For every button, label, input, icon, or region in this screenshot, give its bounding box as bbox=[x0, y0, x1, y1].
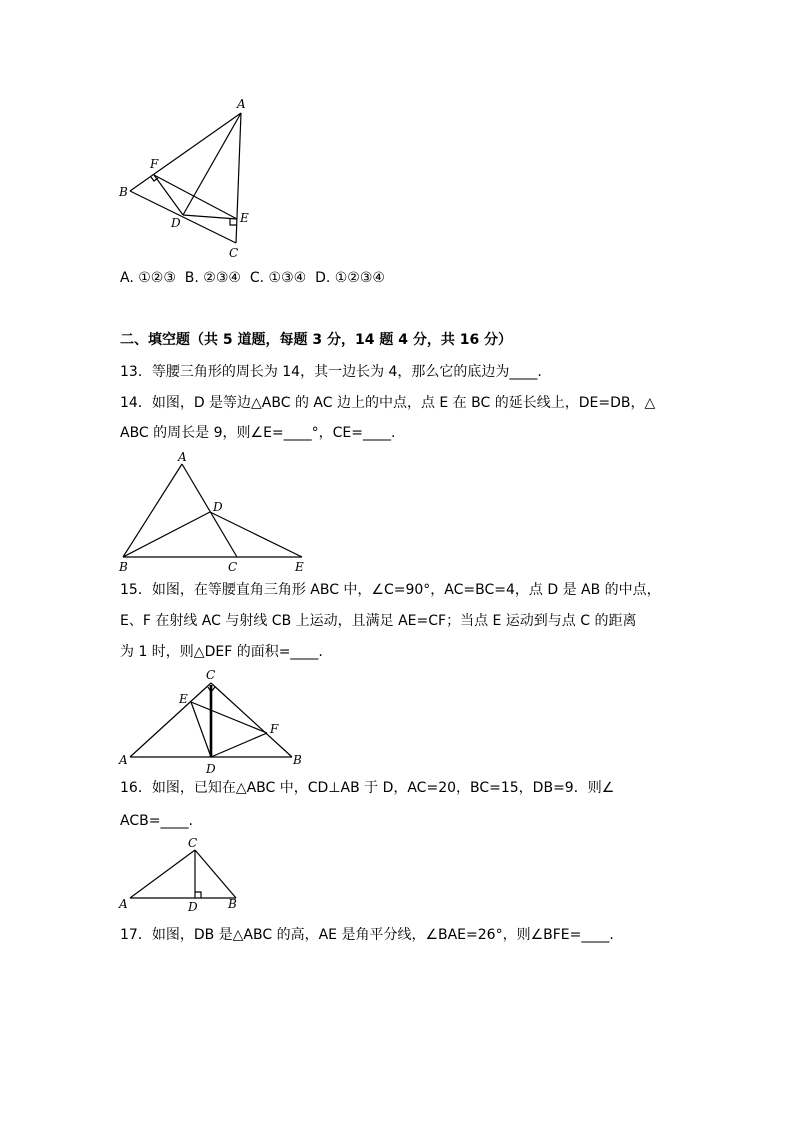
label-a: A bbox=[119, 897, 128, 911]
section-2-heading: 二、填空题（共 5 道题，每题 3 分，14 题 4 分，共 16 分） bbox=[120, 332, 513, 348]
segment-ac bbox=[130, 850, 195, 898]
figure-15 bbox=[110, 665, 320, 777]
label-d: D bbox=[171, 216, 181, 230]
label-d: D bbox=[206, 762, 216, 776]
segment-bd bbox=[123, 512, 210, 557]
label-f: F bbox=[270, 722, 279, 736]
segment-fe bbox=[154, 175, 237, 219]
segment-fd bbox=[154, 175, 183, 215]
label-a: A bbox=[178, 450, 187, 464]
label-a: A bbox=[119, 753, 128, 767]
q16-text-1: 16．如图，已知在△ABC 中，CD⊥AB 于 D，AC=20，BC=15，DB=9．则∠ bbox=[120, 780, 615, 796]
segment-bc bbox=[130, 191, 236, 243]
q15-text-1: 15．如图，在等腰直角三角形 ABC 中，∠C=90°，AC=BC=4，点 D 是 AB 的中点， bbox=[120, 582, 661, 598]
right-angle-mark-d bbox=[195, 892, 201, 898]
label-c: C bbox=[206, 668, 216, 682]
q15-text-2: E、F 在射线 AC 与射线 CB 上运动，且满足 AE=CF；当点 E 运动到与点 C 的距离 bbox=[120, 613, 637, 629]
segment-ab bbox=[130, 113, 241, 191]
label-c: C bbox=[188, 836, 198, 850]
label-b: B bbox=[293, 753, 302, 767]
label-d: D bbox=[188, 900, 198, 914]
right-angle-mark-e bbox=[230, 219, 237, 225]
segment-df bbox=[211, 733, 267, 757]
label-b: B bbox=[228, 897, 237, 911]
figure-14 bbox=[110, 450, 340, 575]
label-b: B bbox=[119, 185, 128, 199]
q16-text-2: ACB=____. bbox=[120, 813, 193, 829]
right-angle-mark-f bbox=[151, 177, 158, 181]
segment-ad bbox=[183, 113, 241, 215]
label-e: E bbox=[295, 560, 304, 574]
label-c: C bbox=[228, 560, 238, 574]
label-b: B bbox=[119, 560, 128, 574]
label-e: E bbox=[179, 692, 188, 706]
segment-cb bbox=[211, 683, 292, 757]
q13-text: 13．等腰三角形的周长为 14，其一边长为 4，那么它的底边为____. bbox=[120, 364, 542, 380]
segment-ac bbox=[130, 683, 211, 757]
segment-ed bbox=[191, 702, 211, 757]
segment-ac bbox=[182, 464, 237, 557]
segment-cb bbox=[195, 850, 236, 898]
q12-choices: A. ①②③ B. ②③④ C. ①③④ D. ①②③④ bbox=[120, 270, 385, 286]
label-f: F bbox=[150, 157, 159, 171]
label-e: E bbox=[240, 211, 249, 225]
segment-de bbox=[183, 215, 237, 219]
label-a: A bbox=[237, 97, 246, 111]
q15-text-3: 为 1 时，则△DEF 的面积=____. bbox=[120, 644, 323, 660]
q14-text-1: 14．如图，D 是等边△ABC 的 AC 边上的中点，点 E 在 BC 的延长线上，DE=DB，△ bbox=[120, 395, 656, 411]
segment-ef bbox=[191, 702, 267, 733]
figure-16 bbox=[110, 835, 250, 917]
figure-1 bbox=[110, 95, 270, 265]
q17-text: 17．如图，DB 是△ABC 的高，AE 是角平分线，∠BAE=26°，则∠BFE=____. bbox=[120, 927, 614, 943]
label-d: D bbox=[213, 500, 223, 514]
label-c: C bbox=[229, 246, 239, 260]
q14-text-2: ABC 的周长是 9，则∠E=____°，CE=____. bbox=[120, 425, 396, 441]
segment-ab bbox=[123, 464, 182, 557]
